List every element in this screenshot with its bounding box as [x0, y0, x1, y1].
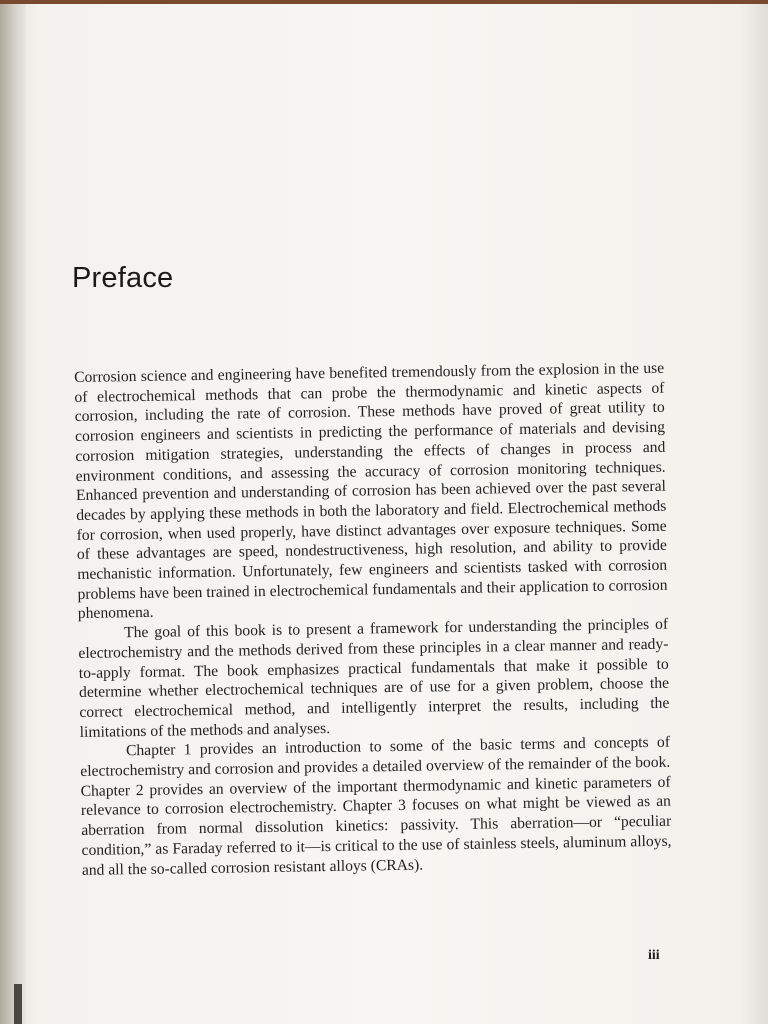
book-page [0, 4, 768, 1024]
page-gutter [0, 4, 26, 1024]
page-title: Preface [72, 262, 174, 294]
paragraph-3: Chapter 1 provides an introduction to some of the basic terms and concepts of electrochemistry and corrosion and provides a detailed overview of the remainder of the book. Chapter 2 provides an overview of the important thermodynamic and kinetic parameters of relevance to corrosion electrochemistry. Chapter 3 focuses on what might be viewed as an aberration from normal dissolution kinetics: passivity. This aberration—or “peculiar condition,” as Faraday referred to it—is critical to the use of stainless steels, aluminum alloys, and all the so-called corrosion resistant alloys (CRAs). [80, 734, 672, 879]
preface-body [74, 359, 672, 880]
paragraph-2: The goal of this book is to present a framework for understanding the principles of electrochemistry and the methods derived from these principles in a clear manner and ready-to-apply format. The book emphasizes practical fundamentals that make it possible to determine whether electrochemical techniques are of use for a given problem, choose the correct electrochemical method, and intelligently interpret the results, including the limitations of the methods and analyses. [78, 615, 670, 741]
gutter-shadow [14, 984, 22, 1024]
page-number: iii [648, 948, 660, 963]
paragraph-1: Corrosion science and engineering have benefited tremendously from the explosion in the use of electrochemical methods that can probe the thermodynamic and kinetic aspects of corrosion, including the rate of corrosion. These methods have proved of great utility to corrosion engineers and scientists in predicting the performance of materials and devising corrosion mitigation strategies, understanding the effects of changes in process and environment conditions, and assessing the accuracy of corrosion monitoring techniques. Enhanced prevention and understanding of corrosion has been achieved over the past several decades by applying these methods in both the laboratory and field. Electrochemical methods for corrosion, when used properly, have distinct advantages over exposure techniques. Some of these advantages are speed, nondestructiveness, high resolution, and ability to provide mechanistic information. Unfortunately, few engineers and scientists tasked with corrosion problems have been trained in electrochemical fundamentals and their application to corrosion phenomena. [74, 359, 668, 623]
